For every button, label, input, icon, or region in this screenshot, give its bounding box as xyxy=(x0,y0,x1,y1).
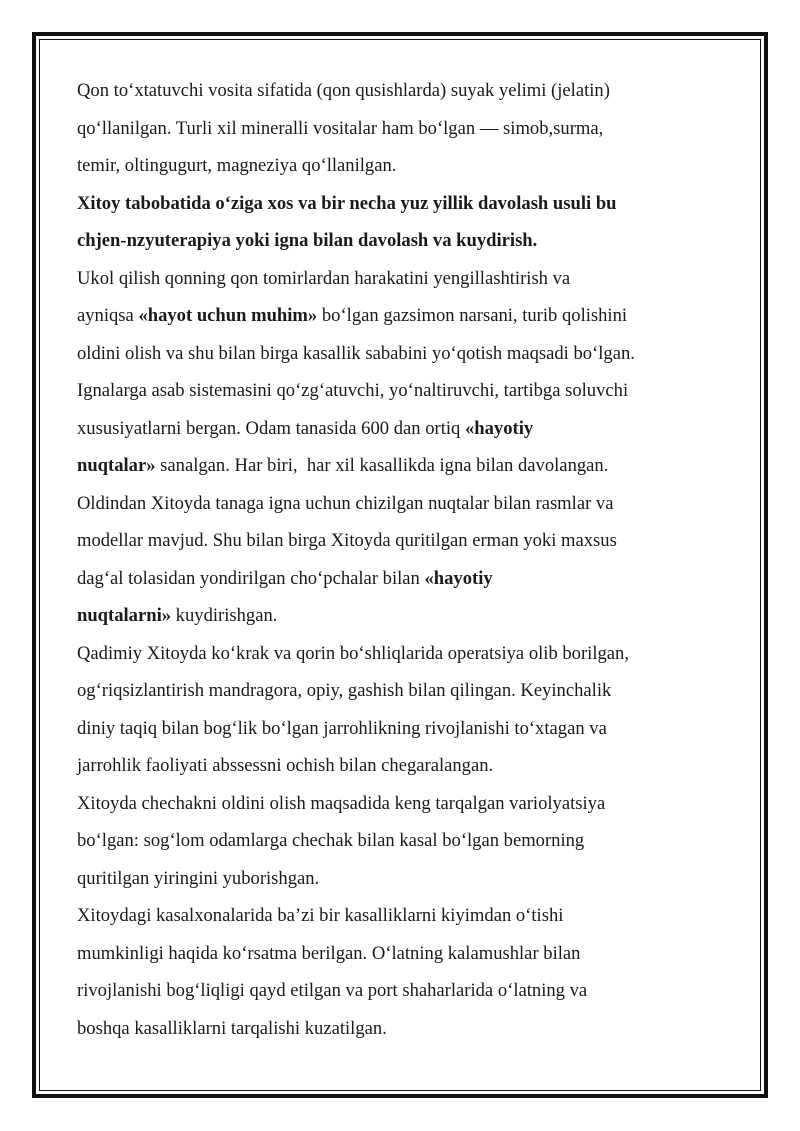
bold-text-line: chjen-nzyuterapiya yoki igna bilan davolash va kuydirish. xyxy=(77,230,538,251)
text-line: boshqa kasalliklarni tarqalishi kuzatilgan. xyxy=(77,1017,387,1039)
text-line: temir, oltingugurt, magneziya qo‘llanilgan. xyxy=(77,155,397,176)
text-line: Qadimiy Xitoyda ko‘krak va qorin bo‘shliqlarida operatsiya olib borilgan, xyxy=(77,642,630,664)
text-line: og‘riqsizlantirish mandragora, opiy, gashish bilan qilingan. Keyinchalik xyxy=(77,680,612,701)
text-line: jarrohlik faoliyati abssessni ochish bilan chegaralangan. xyxy=(77,755,494,776)
text-line: Ignalarga asab sistemasini qo‘zg‘atuvchi, yo‘naltiruvchi, tartibga soluvchi xyxy=(77,380,629,401)
text-fragment: xususiyatlarni bergan. Odam tanasida 600 dan ortiq xyxy=(77,417,465,439)
bold-term: «hayotiy xyxy=(464,417,534,439)
text-line: Qon to‘xtatuvchi vosita sifatida (qon qusishlarda) suyak yelimi (jelatin) xyxy=(77,80,610,101)
paragraph-variolation xyxy=(77,785,729,898)
text-line: Xitoyda chechakni oldini olish maqsadida keng tarqalgan variolyatsiya xyxy=(77,792,606,814)
paragraph-hospitals xyxy=(77,897,729,1047)
bold-term: nuqtalar» xyxy=(77,455,156,476)
text-fragment: ayniqsa xyxy=(77,305,139,326)
text-line: quritilgan yiringini yuborishgan. xyxy=(77,867,320,889)
text-fragment: sanalgan. Har biri, har xil kasallikda igna bilan davolangan. xyxy=(155,455,609,476)
text-fragment: kuydirishgan. xyxy=(171,605,278,626)
text-fragment: bo‘lgan gazsimon narsani, turib qolishini xyxy=(317,305,628,326)
text-line: bo‘lgan: sog‘lom odamlarga chechak bilan kasal bo‘lgan bemorning xyxy=(77,830,585,851)
text-line: oldini olish va shu bilan birga kasallik sababini yo‘qotish maqsadi bo‘lgan. xyxy=(77,342,635,364)
text-line: Oldindan Xitoyda tanaga igna uchun chizilgan nuqtalar bilan rasmlar va xyxy=(77,492,614,514)
document-body xyxy=(77,72,729,1047)
text-line: modellar mavjud. Shu bilan birga Xitoyda quritilgan erman yoki maxsus xyxy=(77,530,617,551)
text-fragment: dag‘al tolasidan yondirilgan cho‘pchalar bilan xyxy=(77,567,425,589)
text-line: diniy taqiq bilan bog‘lik bo‘lgan jarrohlikning rivojlanishi to‘xtagan va xyxy=(77,717,607,739)
text-line: qo‘llanilgan. Turli xil mineralli vositalar ham bo‘lgan — simob,surma, xyxy=(77,117,604,139)
bold-term: «hayotiy xyxy=(424,567,493,589)
text-line: Ukol qilish qonning qon tomirlardan harakatini yengillashtirish va xyxy=(77,267,571,289)
text-line: mumkinligi haqida ko‘rsatma berilgan. O‘latning kalamushlar bilan xyxy=(77,942,581,964)
bold-text-line: Xitoy tabobatida o‘ziga xos va bir necha yuz yillik davolash usuli bu xyxy=(77,192,617,214)
text-line: Xitoydagi kasalxonalarida ba’zi bir kasalliklarni kiyimdan o‘tishi xyxy=(77,905,564,926)
paragraph-mineral-remedies xyxy=(77,72,729,185)
paragraph-acupuncture xyxy=(77,260,729,635)
bold-term: «hayot uchun muhim» xyxy=(138,305,318,326)
paragraph-surgery xyxy=(77,635,729,785)
text-line: rivojlanishi bog‘liqligi qayd etilgan va port shaharlarida o‘latning va xyxy=(77,980,588,1001)
paragraph-acupuncture-heading xyxy=(77,185,729,260)
bold-term: nuqtalarni» xyxy=(77,605,172,626)
